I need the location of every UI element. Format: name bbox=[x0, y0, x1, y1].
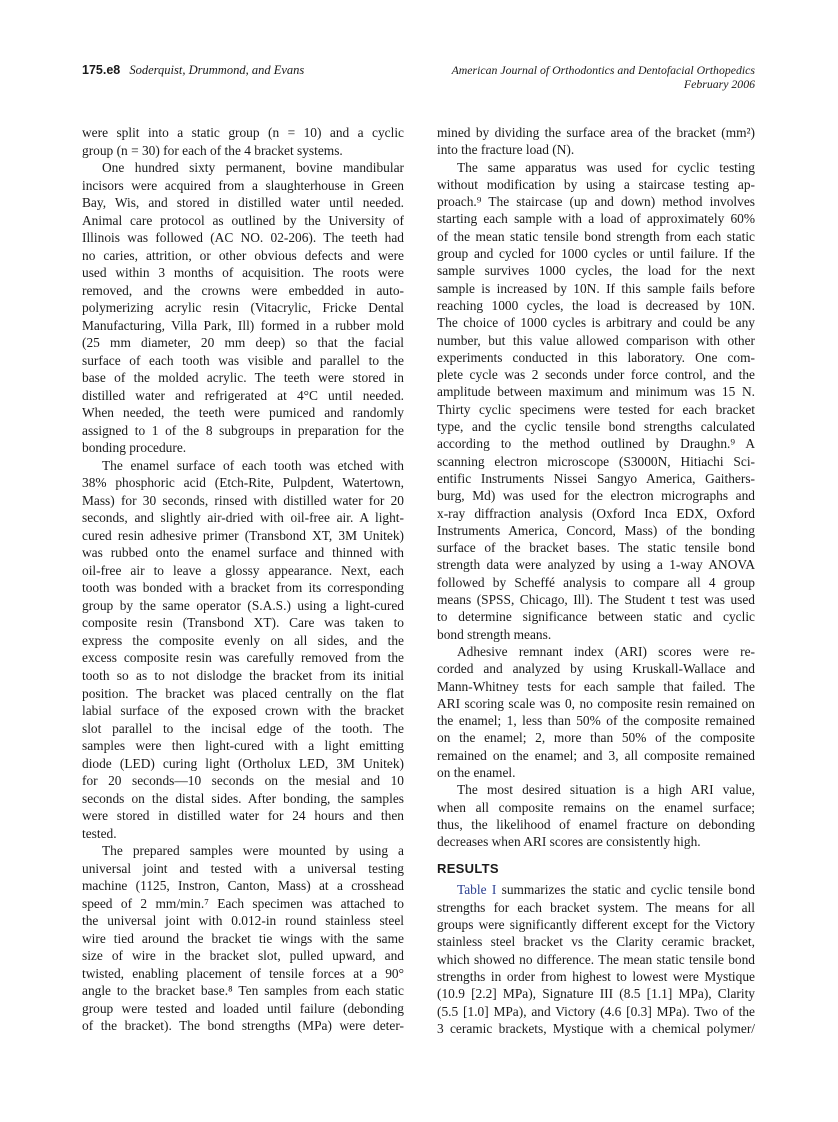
text-line bbox=[437, 881, 755, 898]
text-line: The most desired situation is a high ARI value, bbox=[457, 782, 755, 798]
text-line: experiments conducted in this laboratory. One com- bbox=[437, 349, 755, 365]
text-line: on the enamel. bbox=[437, 764, 516, 780]
text-line: cured resin adhesive primer (Transbond XT, 3M Unitek) bbox=[82, 527, 404, 543]
paragraph bbox=[437, 159, 755, 643]
text-line: mined by dividing the surface area of the bracket (mm²) bbox=[437, 125, 755, 140]
text-line: bonding procedure. bbox=[82, 440, 187, 456]
running-header-left bbox=[82, 63, 304, 78]
left-column bbox=[82, 124, 404, 1035]
text-line: The enamel surface of each tooth was etched with bbox=[102, 457, 404, 473]
right-column bbox=[437, 124, 755, 1037]
text-line: no caries, attrition, or other obvious defects and were bbox=[82, 247, 404, 263]
text-line: excess composite resin was carefully removed from the bbox=[82, 650, 404, 666]
text-line: universal joint and tested with a universal testing bbox=[82, 860, 404, 876]
text-line: proach.⁹ The staircase (up and down) method involves bbox=[437, 194, 755, 210]
text-line: size of wire in the bracket slot, pulled upward, and bbox=[82, 948, 404, 964]
text-line: seconds on the distal sides. After bonding, the samples bbox=[82, 790, 404, 806]
text-line: without modification by using a staircase testing ap- bbox=[437, 176, 755, 192]
text-line: seconds, and slightly air-dried with oil-free air. A light- bbox=[82, 510, 404, 526]
text-line: Instruments America, Concord, Mass) of the bonding bbox=[437, 522, 755, 538]
text-line: tooth so as to not dislodge the bracket from its initial bbox=[82, 667, 404, 683]
text-line: to determine significance between static and cyclic bbox=[437, 609, 755, 625]
text-line: according to the method outlined by Draughn.⁹ A bbox=[437, 436, 755, 452]
text-line: when all composite remains on the enamel surface; bbox=[437, 799, 755, 815]
text-line: Mass) for 30 seconds, rinsed with distilled water for 20 bbox=[82, 492, 404, 508]
text-line: group (n = 30) for each of the 4 bracket systems. bbox=[82, 142, 343, 158]
text-line: starting each sample with a load of approximately 60% bbox=[437, 211, 755, 227]
text-line: express the composite evenly on all sides, and the bbox=[82, 632, 404, 648]
text-line: amplitude between maximum and minimum was 15 N. bbox=[437, 384, 755, 400]
text-line: Manufacturing, Villa Park, Ill) formed in a rubber mold bbox=[82, 317, 404, 333]
paragraph bbox=[82, 457, 404, 842]
text-line: followed by Scheffé analysis to compare all 4 group bbox=[437, 574, 755, 590]
text-line: on the enamel; 2, more than 50% of the composite bbox=[437, 730, 755, 746]
text-line: bond strength means. bbox=[437, 626, 552, 642]
text-line: the universal joint with 0.012-in round stainless steel bbox=[82, 913, 404, 929]
text-line: stainless steel bracket vs the Clarity ceramic bracket, bbox=[437, 934, 755, 950]
text-line: plete cycle was 2 seconds under force control, and the bbox=[437, 367, 755, 383]
text-line: position. The bracket was placed centrally on the flat bbox=[82, 685, 404, 701]
text-line: were split into a static group (n = 10) and a cyclic bbox=[82, 125, 404, 140]
text-line: machine (1125, Instron, Canton, Mass) at a crosshead bbox=[82, 878, 404, 894]
text-line: (10.9 [2.2] MPa), Signature III (8.5 [1.1] MPa), Clarity bbox=[437, 986, 755, 1002]
text-line: 3 ceramic brackets, Mystique with a chemical polymer/ bbox=[437, 1020, 755, 1036]
text-line: strength data were analyzed by using a 1-way ANOVA bbox=[437, 557, 755, 573]
text-line: The choice of 1000 cycles is arbitrary and could be any bbox=[437, 315, 755, 331]
text-line: used within 3 months of acquisition. The roots were bbox=[82, 265, 404, 281]
text-line: (25 mm diameter, 20 mm deep) so that the facial bbox=[82, 335, 404, 351]
text-line: corded and analyzed by using Kruskall-Wallace and bbox=[437, 661, 755, 677]
text-line: labial surface of the exposed crown with the bracket bbox=[82, 703, 404, 719]
paragraph bbox=[437, 781, 755, 850]
text-line: Illinois was followed (AC NO. 02-206). The teeth had bbox=[82, 230, 404, 246]
text-line: were stored in distilled water for 24 hours and then bbox=[82, 808, 404, 824]
section-heading-results: RESULTS bbox=[437, 861, 499, 877]
text-line: removed, and the crowns were embedded in auto- bbox=[82, 282, 404, 298]
text-line: Mann-Whitney tests for each sample that failed. The bbox=[437, 678, 755, 694]
text-line: incisors were acquired from a slaughterhouse in Green bbox=[82, 177, 404, 193]
text-line: base of the molded acrylic. The teeth were stored in bbox=[82, 370, 404, 386]
text-line: polymerizing acrylic resin (Vitacrylic, Fricke Dental bbox=[82, 300, 404, 316]
text-line: Bay, Wis, and stored in distilled water until needed. bbox=[82, 195, 404, 211]
text-line: tested. bbox=[82, 825, 117, 841]
text-line: reaching 1000 cycles, the load is decreased by 10N. bbox=[437, 297, 755, 313]
text-line: sample is increased by 10N. If this sample fails before bbox=[437, 280, 755, 296]
text-line: slot parallel to the incisal edge of the tooth. The bbox=[82, 720, 404, 736]
text-line: twisted, enabling placement of tensile forces at a 90° bbox=[82, 965, 404, 981]
issue-date: February 2006 bbox=[683, 77, 755, 91]
text-line: When needed, the teeth were pumiced and randomly bbox=[82, 405, 404, 421]
text-line-rest: summarizes the static and cyclic tensile bond bbox=[496, 882, 756, 898]
text-line: was rubbed onto the enamel surface and thinned with bbox=[82, 545, 404, 561]
text-line: type, and the cyclic tensile bond strengths calculated bbox=[437, 419, 755, 435]
text-line: sample survives 1000 cycles, the load for the next bbox=[437, 263, 755, 279]
table-reference-link[interactable]: Table I bbox=[457, 882, 497, 898]
text-line: One hundred sixty permanent, bovine mandibular bbox=[102, 160, 404, 176]
text-line: samples were then light-cured with a light emitting bbox=[82, 738, 404, 754]
text-line: strengths for each bracket system. The means for all bbox=[437, 899, 755, 915]
text-line: group and cycled for 1000 cycles or until failure. If the bbox=[437, 246, 755, 262]
text-line: of the mean static tensile bond strength from each static bbox=[437, 228, 755, 244]
text-line: decreases when ARI scores are consistently high. bbox=[437, 834, 701, 850]
text-line: wire tied around the bracket tie wings with the same bbox=[82, 930, 404, 946]
text-line: group were tested and loaded until failure (debonding bbox=[82, 1000, 404, 1016]
text-line: groups were significantly different except for the Victory bbox=[437, 917, 755, 933]
text-line: distilled water and refrigerated at 4°C until needed. bbox=[82, 387, 404, 403]
text-line: number, but this value allowed comparison with other bbox=[437, 332, 755, 348]
paragraph bbox=[82, 124, 404, 159]
text-line: group by the same operator (S.A.S.) using a light-cured bbox=[82, 597, 404, 613]
text-line: burg, Md) was used for the electron micrographs and bbox=[437, 488, 755, 504]
text-line: 38% phosphoric acid (Etch-Rite, Pulpdent, Watertown, bbox=[82, 475, 404, 491]
text-line: surface of each tooth was visible and parallel to the bbox=[82, 352, 404, 368]
text-line: for 20 seconds—10 seconds on the mesial and 10 bbox=[82, 773, 404, 789]
text-line: The same apparatus was used for cyclic testing bbox=[457, 159, 755, 175]
page-number: 175.e8 bbox=[82, 63, 121, 77]
text-line: scanning electron microscope (S3000N, Hitiachi Sci- bbox=[437, 453, 755, 469]
paragraph bbox=[82, 842, 404, 1035]
text-line: oil-free air to leave a glossy appearance. Next, each bbox=[82, 562, 404, 578]
text-line: the enamel; 1, less than 50% of the composite remained bbox=[437, 713, 755, 729]
text-line: assigned to 1 of the 8 subgroups in preparation for the bbox=[82, 422, 404, 438]
paragraph bbox=[437, 643, 755, 781]
text-line: into the fracture load (N). bbox=[437, 142, 575, 158]
text-line: of the bracket). The bond strengths (MPa) were deter- bbox=[82, 1018, 404, 1034]
authors: Soderquist, Drummond, and Evans bbox=[129, 63, 305, 77]
text-line: x-ray diffraction analysis (Oxford Inca EDX, Oxford bbox=[437, 505, 755, 521]
text-line: Thirty cyclic specimens were tested for each bracket bbox=[437, 401, 755, 417]
text-line: strengths in order from highest to lowest were Mystique bbox=[437, 968, 755, 984]
text-line: remained on the enamel; and 3, all composite remained bbox=[437, 747, 755, 763]
text-line: diode (LED) curing light (Ortholux LED, 3M Unitek) bbox=[82, 755, 404, 771]
text-line: Animal care protocol as outlined by the University of bbox=[82, 212, 404, 228]
running-header-right bbox=[452, 63, 755, 91]
text-line: entific Instruments Nissei Sangyo America, Gaithers- bbox=[437, 470, 755, 486]
paragraph bbox=[437, 124, 755, 159]
text-line: tooth was bonded with a bracket from its corresponding bbox=[82, 580, 404, 596]
text-line: Adhesive remnant index (ARI) scores were re- bbox=[457, 643, 755, 659]
text-line: means (SPSS, Chicago, Ill). The Student t test was used bbox=[437, 592, 755, 608]
text-line: (5.5 [1.0] MPa), and Victory (4.6 [0.3] MPa). Two of the bbox=[437, 1003, 755, 1019]
text-line: surface of the bracket bases. The static tensile bond bbox=[437, 540, 755, 556]
journal-title: American Journal of Orthodontics and Dentofacial Orthopedics bbox=[451, 63, 755, 77]
text-line: speed of 2 mm/min.⁷ Each specimen was attached to bbox=[82, 895, 404, 911]
text-line: The prepared samples were mounted by using a bbox=[102, 843, 404, 859]
text-line: angle to the bracket base.⁸ Ten samples from each static bbox=[82, 983, 404, 999]
paragraph bbox=[437, 881, 755, 1037]
text-line: ARI scoring scale was 0, no composite resin remained on bbox=[437, 695, 755, 711]
text-line: composite resin (Transbond XT). Care was taken to bbox=[82, 615, 404, 631]
paragraph bbox=[82, 159, 404, 457]
text-line: which showed no difference. The mean static tensile bond bbox=[437, 951, 755, 967]
text-line: thus, the likelihood of enamel fracture on debonding bbox=[437, 816, 755, 832]
